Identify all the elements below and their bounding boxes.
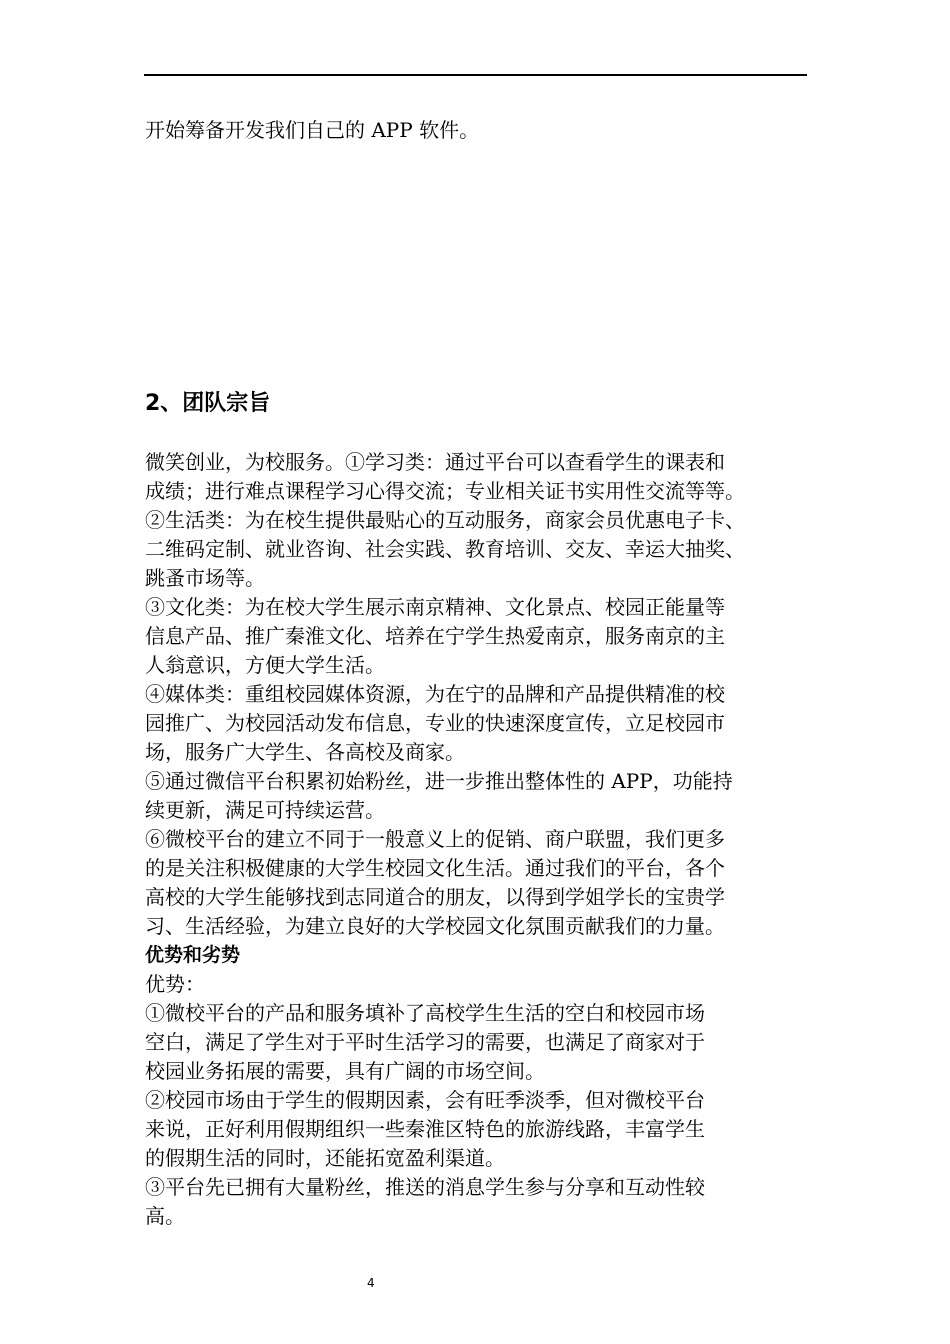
body-line: ③文化类：为在校大学生展示南京精神、文化景点、校园正能量等 xyxy=(145,595,725,619)
body-line: 人翁意识，方便大学生活。 xyxy=(145,653,385,677)
body-line: 场，服务广大学生、各高校及商家。 xyxy=(145,740,465,764)
body-line: 跳蚤市场等。 xyxy=(145,566,265,590)
advantage-line: 空白，满足了学生对于平时生活学习的需要，也满足了商家对于 xyxy=(145,1030,705,1054)
subheading: 优势和劣势 xyxy=(145,944,241,966)
body-line: 二维码定制、就业咨询、社会实践、教育培训、交友、幸运大抽奖、 xyxy=(145,537,745,561)
body-line: 园推广、为校园活动发布信息，专业的快速深度宣传，立足校园市 xyxy=(145,711,725,735)
body-line: 高校的大学生能够找到志同道合的朋友，以得到学姐学长的宝贵学 xyxy=(145,885,725,909)
body-line: 习、生活经验，为建立良好的大学校园文化氛围贡献我们的力量。 xyxy=(145,914,725,938)
advantage-line: 来说，正好利用假期组织一些秦淮区特色的旅游线路，丰富学生 xyxy=(145,1117,705,1141)
body-line: ②生活类：为在校生提供最贴心的互动服务，商家会员优惠电子卡、 xyxy=(145,508,745,532)
section-heading: 2、团队宗旨 xyxy=(145,391,271,416)
page-number: 4 xyxy=(367,1276,375,1290)
body-line: 的是关注积极健康的大学生校园文化生活。通过我们的平台，各个 xyxy=(145,856,725,880)
intro-line: 开始筹备开发我们自己的 APP 软件。 xyxy=(145,118,480,142)
body-line: 微笑创业，为校服务。①学习类：通过平台可以查看学生的课表和 xyxy=(145,450,725,474)
advantages-label: 优势： xyxy=(145,972,205,996)
advantage-line: ②校园市场由于学生的假期因素，会有旺季淡季，但对微校平台 xyxy=(145,1088,705,1112)
body-line: ⑤通过微信平台积累初始粉丝，进一步推出整体性的 APP，功能持 xyxy=(145,769,733,793)
body-line: ④媒体类：重组校园媒体资源，为在宁的品牌和产品提供精准的校 xyxy=(145,682,725,706)
advantage-line: 高。 xyxy=(145,1204,185,1228)
body-line: 成绩；进行难点课程学习心得交流；专业相关证书实用性交流等等。 xyxy=(145,479,745,503)
body-line: 续更新，满足可持续运营。 xyxy=(145,798,385,822)
advantage-line: ③平台先已拥有大量粉丝，推送的消息学生参与分享和互动性较 xyxy=(145,1175,705,1199)
header-rule xyxy=(144,74,807,76)
advantage-line: 的假期生活的同时，还能拓宽盈利渠道。 xyxy=(145,1146,505,1170)
body-line: 信息产品、推广秦淮文化、培养在宁学生热爱南京，服务南京的主 xyxy=(145,624,725,648)
advantage-line: 校园业务拓展的需要，具有广阔的市场空间。 xyxy=(145,1059,545,1083)
body-line: ⑥微校平台的建立不同于一般意义上的促销、商户联盟，我们更多 xyxy=(145,827,725,851)
advantage-line: ①微校平台的产品和服务填补了高校学生生活的空白和校园市场 xyxy=(145,1001,705,1025)
